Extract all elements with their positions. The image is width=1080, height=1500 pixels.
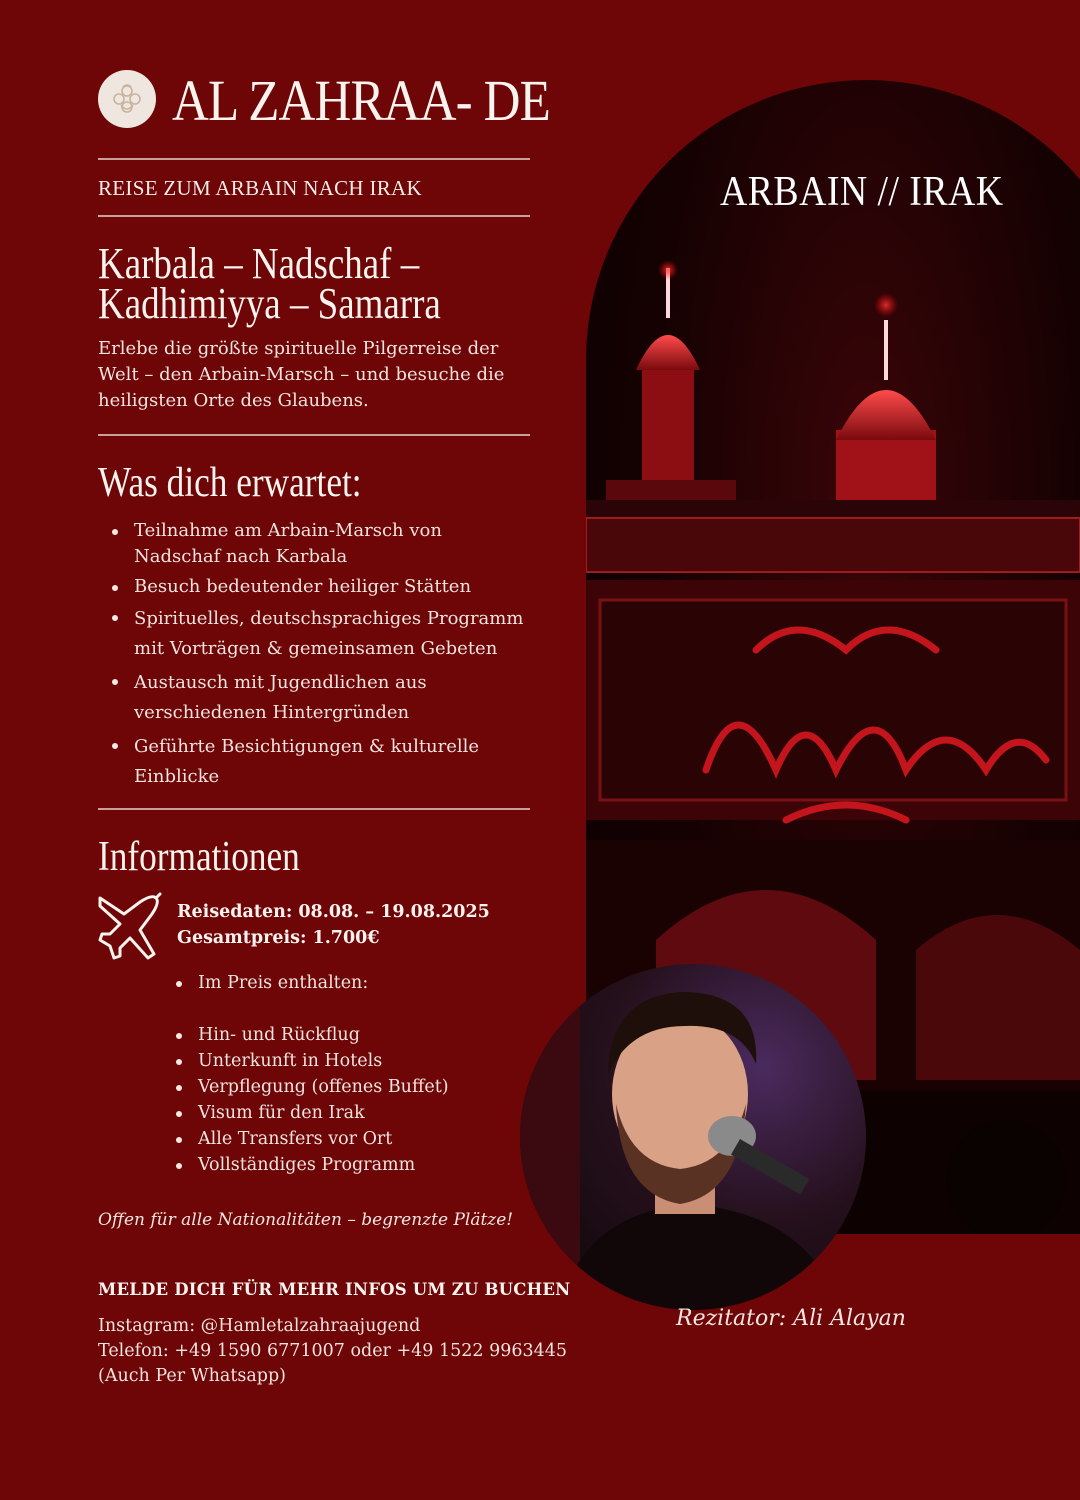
divider xyxy=(98,158,530,160)
reciter-caption: Rezitator: Ali Alayan xyxy=(676,1306,906,1331)
reciter-image xyxy=(520,964,866,1310)
list-item: Verpflegung (offenes Buffet) xyxy=(162,1074,449,1100)
ornament-logo-icon xyxy=(107,79,147,119)
list-item: Geführte Besichtigungen & kulturelle Einblicke xyxy=(98,732,528,792)
list-item: Spirituelles, deutschsprachiges Programm mit Vorträgen & gemeinsamen Gebeten xyxy=(98,604,528,664)
list-item: Unterkunft in Hotels xyxy=(162,1048,449,1074)
travel-dates: Reisedaten: 08.08. – 19.08.2025 xyxy=(177,902,490,922)
list-item: Hin- und Rückflug xyxy=(162,1022,449,1048)
intro-text: Erlebe die größte spirituelle Pilgerreise der Welt – den Arbain-Marsch – und besuche die heiligsten Orte des Glaubens. xyxy=(98,338,505,411)
arch-title: ARBAIN // IRAK xyxy=(720,169,1004,215)
phone-contact: Telefon: +49 1590 6771007 oder +49 1522 9963445 xyxy=(98,1341,568,1361)
divider xyxy=(98,434,530,436)
list-item: Alle Transfers vor Ort xyxy=(162,1126,449,1152)
brand-name: AL ZAHRAA- DE xyxy=(172,68,550,133)
list-item: Teilnahme am Arbain-Marsch von Nadschaf nach Karbala xyxy=(98,518,528,570)
divider xyxy=(98,215,530,217)
info-section-title: Informationen xyxy=(98,834,300,880)
open-note: Offen für alle Nationalitäten – begrenzte Plätze! xyxy=(98,1210,514,1230)
route-heading-line-1: Karbala – Nadschaf – xyxy=(98,239,420,288)
list-item: Im Preis enthalten: xyxy=(162,970,368,996)
trip-info xyxy=(177,899,490,951)
total-price: Gesamtpreis: 1.700€ xyxy=(177,928,380,948)
instagram-contact: Instagram: @Hamletalzahraajugend xyxy=(98,1316,421,1336)
trip-subtitle: REISE ZUM ARBAIN NACH IRAK xyxy=(98,176,422,200)
contact-info xyxy=(98,1314,567,1389)
included-heading xyxy=(162,970,368,996)
route-heading-line-2: Kadhimiyya – Samarra xyxy=(98,279,441,328)
expect-section-title: Was dich erwartet: xyxy=(98,460,362,506)
list-item: Vollständiges Programm xyxy=(162,1152,449,1178)
brand-logo xyxy=(98,70,156,128)
included-list xyxy=(162,1022,449,1178)
airplane-icon xyxy=(94,888,164,960)
list-item: Austausch mit Jugendlichen aus verschiedenen Hintergründen xyxy=(98,668,528,728)
list-item: Visum für den Irak xyxy=(162,1100,449,1126)
whatsapp-note: (Auch Per Whatsapp) xyxy=(98,1366,287,1386)
divider xyxy=(98,808,530,810)
expect-list xyxy=(98,518,528,796)
call-to-action: MELDE DICH FÜR MEHR INFOS UM ZU BUCHEN xyxy=(98,1280,571,1299)
reciter-portrait xyxy=(520,964,866,1310)
list-item: Besuch bedeutender heiliger Stätten xyxy=(98,574,528,600)
